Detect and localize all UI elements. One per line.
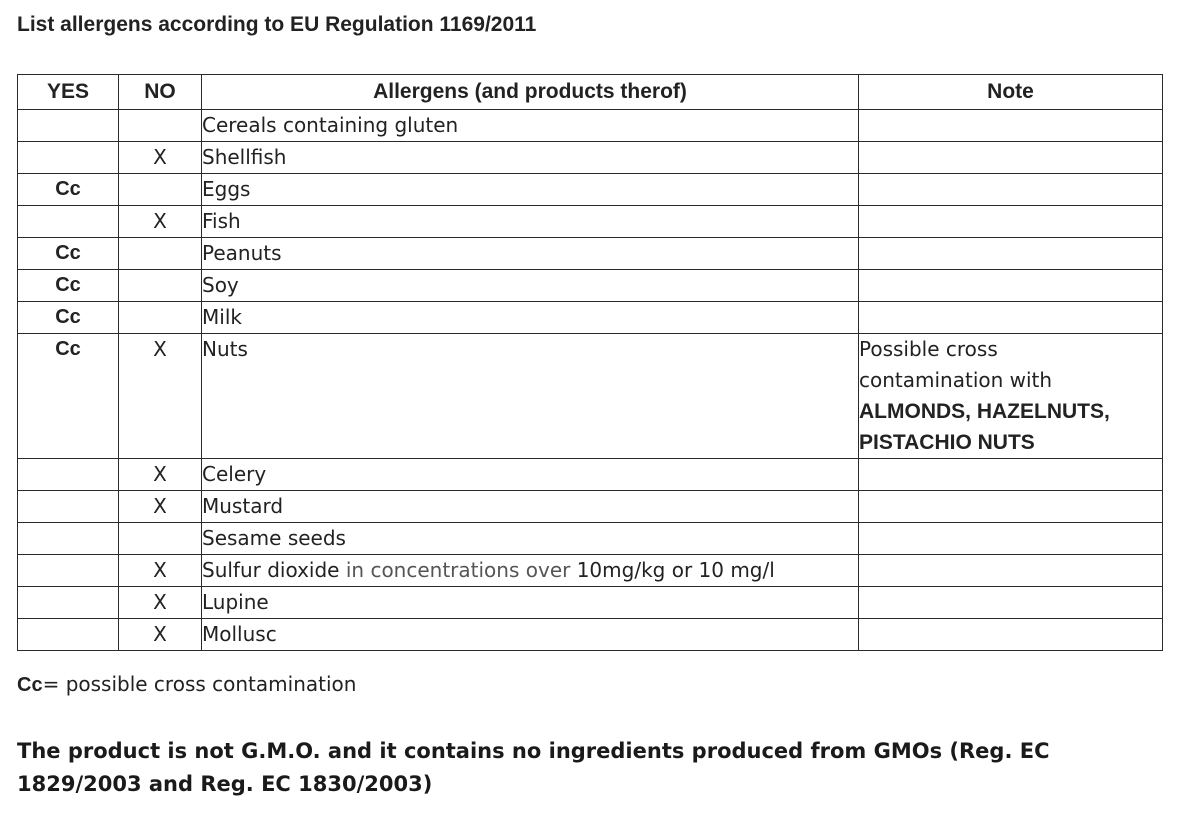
yes-cell: Cc — [18, 270, 119, 302]
note-cell — [859, 110, 1163, 142]
table-header-row — [18, 75, 1163, 110]
header-yes: YES — [18, 75, 119, 110]
allergen-name: Cereals containing gluten — [202, 110, 859, 142]
note-cell — [859, 619, 1163, 651]
allergen-name — [202, 555, 859, 587]
gmo-statement: The product is not G.M.O. and it contains no ingredients produced from GMOs (Reg. EC 1829/2003 and Reg. EC 1830/2003) — [17, 739, 1050, 796]
yes-cell — [18, 555, 119, 587]
no-cell: X — [119, 142, 202, 174]
table-row — [18, 491, 1163, 523]
allergen-name: Mustard — [202, 491, 859, 523]
note-cell — [859, 238, 1163, 270]
note-cell — [859, 555, 1163, 587]
table-row — [18, 110, 1163, 142]
allergen-limit: 10mg/kg or 10 mg/l — [576, 558, 775, 582]
header-allergen: Allergens (and products therof) — [202, 75, 859, 110]
yes-cell — [18, 110, 119, 142]
table-row — [18, 523, 1163, 555]
no-cell: X — [119, 206, 202, 238]
allergen-name: Eggs — [202, 174, 859, 206]
no-cell — [119, 238, 202, 270]
no-cell — [119, 110, 202, 142]
table-row — [18, 555, 1163, 587]
no-cell — [119, 174, 202, 206]
note-cell — [859, 587, 1163, 619]
document-title: List allergens according to EU Regulation 1169/2011 — [17, 13, 537, 36]
table-row — [18, 206, 1163, 238]
table-row — [18, 270, 1163, 302]
yes-cell — [18, 587, 119, 619]
table-row — [18, 142, 1163, 174]
table-row — [18, 174, 1163, 206]
note-line: contamination with — [859, 368, 1053, 392]
no-cell: X — [119, 555, 202, 587]
allergen-name: Celery — [202, 459, 859, 491]
no-cell: X — [119, 459, 202, 491]
yes-cell: Cc — [18, 302, 119, 334]
legend-key: Cc — [17, 674, 43, 696]
no-cell: X — [119, 334, 202, 459]
allergen-name: Milk — [202, 302, 859, 334]
note-cell — [859, 142, 1163, 174]
note-cell — [859, 270, 1163, 302]
yes-cell — [18, 619, 119, 651]
note-line: Possible cross — [859, 337, 998, 361]
note-cell — [859, 302, 1163, 334]
yes-cell: Cc — [18, 174, 119, 206]
allergen-name: Lupine — [202, 587, 859, 619]
allergen-name: Nuts — [202, 334, 859, 459]
note-cell — [859, 491, 1163, 523]
allergen-concentration-phrase: in concentrations over — [339, 558, 577, 582]
yes-cell — [18, 142, 119, 174]
allergen-name: Mollusc — [202, 619, 859, 651]
no-cell — [119, 523, 202, 555]
note-cell — [859, 174, 1163, 206]
allergen-name-part: Sulfur dioxide — [202, 558, 340, 582]
yes-cell — [18, 491, 119, 523]
allergen-name: Fish — [202, 206, 859, 238]
table-row — [18, 302, 1163, 334]
table-row — [18, 619, 1163, 651]
yes-cell: Cc — [18, 334, 119, 459]
yes-cell — [18, 206, 119, 238]
no-cell: X — [119, 491, 202, 523]
yes-cell — [18, 459, 119, 491]
note-cell — [859, 334, 1163, 459]
note-bold-line: ALMONDS, HAZELNUTS, — [859, 400, 1110, 423]
legend — [17, 672, 356, 697]
allergen-table — [17, 74, 1163, 651]
header-note: Note — [859, 75, 1163, 110]
note-bold-line: PISTACHIO NUTS — [859, 431, 1035, 454]
header-no: NO — [119, 75, 202, 110]
note-cell — [859, 523, 1163, 555]
note-cell — [859, 206, 1163, 238]
yes-cell: Cc — [18, 238, 119, 270]
allergen-name: Shellfish — [202, 142, 859, 174]
allergen-name: Soy — [202, 270, 859, 302]
yes-cell — [18, 523, 119, 555]
no-cell: X — [119, 619, 202, 651]
no-cell: X — [119, 587, 202, 619]
table-row — [18, 587, 1163, 619]
allergen-name: Sesame seeds — [202, 523, 859, 555]
note-cell — [859, 459, 1163, 491]
table-row — [18, 459, 1163, 491]
legend-text: = possible cross contamination — [42, 672, 357, 696]
allergen-name: Peanuts — [202, 238, 859, 270]
table-row — [18, 334, 1163, 459]
no-cell — [119, 302, 202, 334]
no-cell — [119, 270, 202, 302]
table-row — [18, 238, 1163, 270]
